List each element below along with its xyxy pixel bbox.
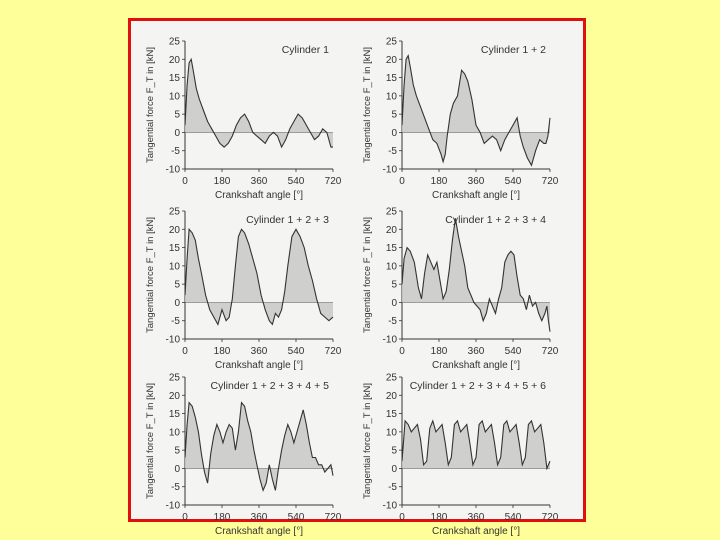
series-line bbox=[402, 218, 550, 331]
y-tick-label: -5 bbox=[171, 146, 180, 158]
y-tick-label: 20 bbox=[168, 224, 180, 236]
figure bbox=[131, 21, 583, 537]
chart-panel bbox=[145, 207, 342, 372]
y-tick-label: 15 bbox=[168, 243, 180, 255]
y-tick-label: 15 bbox=[168, 409, 180, 421]
y-tick-label: 20 bbox=[168, 54, 180, 66]
y-tick-label: 0 bbox=[391, 297, 397, 309]
x-tick-label: 180 bbox=[430, 176, 448, 187]
y-tick-label: 0 bbox=[174, 297, 180, 309]
panel-title: Cylinder 1 + 2 + 3 + 4 + 5 bbox=[210, 380, 329, 392]
x-tick-label: 0 bbox=[399, 176, 405, 187]
y-tick-label: 5 bbox=[174, 279, 180, 291]
x-tick-label: 0 bbox=[399, 346, 405, 357]
chart-panel bbox=[362, 373, 559, 538]
y-tick-label: 5 bbox=[174, 109, 180, 121]
y-tick-label: -10 bbox=[382, 334, 397, 346]
y-tick-label: 15 bbox=[385, 243, 397, 255]
x-tick-label: 180 bbox=[213, 512, 231, 523]
chart-panel bbox=[145, 373, 342, 538]
y-tick-label: 25 bbox=[168, 36, 180, 48]
y-tick-label: 10 bbox=[385, 427, 397, 439]
x-tick-label: 360 bbox=[250, 176, 268, 187]
y-tick-label: 5 bbox=[391, 109, 397, 121]
x-tick-label: 540 bbox=[287, 512, 305, 523]
panel-title: Cylinder 1 + 2 bbox=[480, 44, 546, 56]
y-tick-label: 15 bbox=[385, 409, 397, 421]
x-tick-label: 0 bbox=[182, 512, 188, 523]
panel-title: Cylinder 1 bbox=[281, 44, 329, 56]
y-axis-label: Tangential force F_T in [kN] bbox=[362, 47, 373, 163]
x-tick-label: 720 bbox=[541, 512, 559, 523]
y-tick-label: 20 bbox=[385, 54, 397, 66]
x-tick-label: 180 bbox=[430, 346, 448, 357]
x-tick-label: 0 bbox=[399, 512, 405, 523]
y-tick-label: 25 bbox=[168, 206, 180, 218]
panel-title: Cylinder 1 + 2 + 3 + 4 + 5 + 6 bbox=[409, 380, 546, 392]
y-tick-label: 20 bbox=[168, 390, 180, 402]
x-tick-label: 180 bbox=[430, 512, 448, 523]
x-axis-label: Crankshaft angle [°] bbox=[432, 360, 520, 371]
x-tick-label: 720 bbox=[324, 512, 342, 523]
x-tick-label: 360 bbox=[467, 346, 485, 357]
y-tick-label: 25 bbox=[168, 372, 180, 384]
x-axis-label: Crankshaft angle [°] bbox=[432, 526, 520, 537]
y-tick-label: -5 bbox=[388, 146, 397, 158]
y-tick-label: 0 bbox=[391, 463, 397, 475]
x-tick-label: 360 bbox=[250, 512, 268, 523]
y-tick-label: 0 bbox=[174, 127, 180, 139]
x-tick-label: 360 bbox=[467, 512, 485, 523]
y-tick-label: -5 bbox=[171, 316, 180, 328]
x-axis-label: Crankshaft angle [°] bbox=[215, 190, 303, 201]
y-axis-label: Tangential force F_T in [kN] bbox=[362, 383, 373, 499]
x-tick-label: 540 bbox=[287, 346, 305, 357]
x-tick-label: 180 bbox=[213, 346, 231, 357]
y-tick-label: 25 bbox=[385, 206, 397, 218]
x-tick-label: 540 bbox=[287, 176, 305, 187]
slide-frame bbox=[128, 18, 586, 537]
x-tick-label: 540 bbox=[504, 512, 522, 523]
y-tick-label: -10 bbox=[165, 334, 180, 346]
y-tick-label: -10 bbox=[382, 500, 397, 512]
chart-panel bbox=[362, 207, 559, 372]
x-axis-label: Crankshaft angle [°] bbox=[215, 360, 303, 371]
x-tick-label: 720 bbox=[541, 176, 559, 187]
x-tick-label: 720 bbox=[324, 346, 342, 357]
y-tick-label: 25 bbox=[385, 36, 397, 48]
y-tick-label: 10 bbox=[168, 261, 180, 273]
y-tick-label: -10 bbox=[382, 164, 397, 176]
panel-title: Cylinder 1 + 2 + 3 + 4 bbox=[445, 214, 546, 226]
y-axis-label: Tangential force F_T in [kN] bbox=[145, 47, 156, 163]
x-tick-label: 720 bbox=[324, 176, 342, 187]
y-tick-label: 5 bbox=[174, 445, 180, 457]
y-axis-label: Tangential force F_T in [kN] bbox=[145, 383, 156, 499]
series-area bbox=[185, 229, 333, 324]
x-tick-label: 0 bbox=[182, 176, 188, 187]
y-tick-label: 15 bbox=[385, 73, 397, 85]
y-tick-label: 10 bbox=[168, 91, 180, 103]
x-axis-label: Crankshaft angle [°] bbox=[215, 526, 303, 537]
x-axis-label: Crankshaft angle [°] bbox=[432, 190, 520, 201]
y-tick-label: -10 bbox=[165, 164, 180, 176]
x-tick-label: 360 bbox=[467, 176, 485, 187]
x-tick-label: 720 bbox=[541, 346, 559, 357]
y-tick-label: 5 bbox=[391, 279, 397, 291]
y-tick-label: -10 bbox=[165, 500, 180, 512]
y-tick-label: -5 bbox=[171, 482, 180, 494]
x-tick-label: 180 bbox=[213, 176, 231, 187]
y-tick-label: 25 bbox=[385, 372, 397, 384]
x-tick-label: 540 bbox=[504, 346, 522, 357]
y-tick-label: 10 bbox=[168, 427, 180, 439]
y-axis-label: Tangential force F_T in [kN] bbox=[145, 217, 156, 333]
y-tick-label: 10 bbox=[385, 91, 397, 103]
y-tick-label: -5 bbox=[388, 316, 397, 328]
y-tick-label: -5 bbox=[388, 482, 397, 494]
y-tick-label: 10 bbox=[385, 261, 397, 273]
x-tick-label: 0 bbox=[182, 346, 188, 357]
x-tick-label: 540 bbox=[504, 176, 522, 187]
y-tick-label: 5 bbox=[391, 445, 397, 457]
chart-panel bbox=[362, 37, 559, 202]
chart-panel bbox=[145, 37, 342, 202]
y-tick-label: 0 bbox=[174, 463, 180, 475]
series-area bbox=[402, 56, 550, 166]
x-tick-label: 360 bbox=[250, 346, 268, 357]
panel-title: Cylinder 1 + 2 + 3 bbox=[246, 214, 329, 226]
y-tick-label: 20 bbox=[385, 390, 397, 402]
y-tick-label: 15 bbox=[168, 73, 180, 85]
y-tick-label: 0 bbox=[391, 127, 397, 139]
y-tick-label: 20 bbox=[385, 224, 397, 236]
y-axis-label: Tangential force F_T in [kN] bbox=[362, 217, 373, 333]
